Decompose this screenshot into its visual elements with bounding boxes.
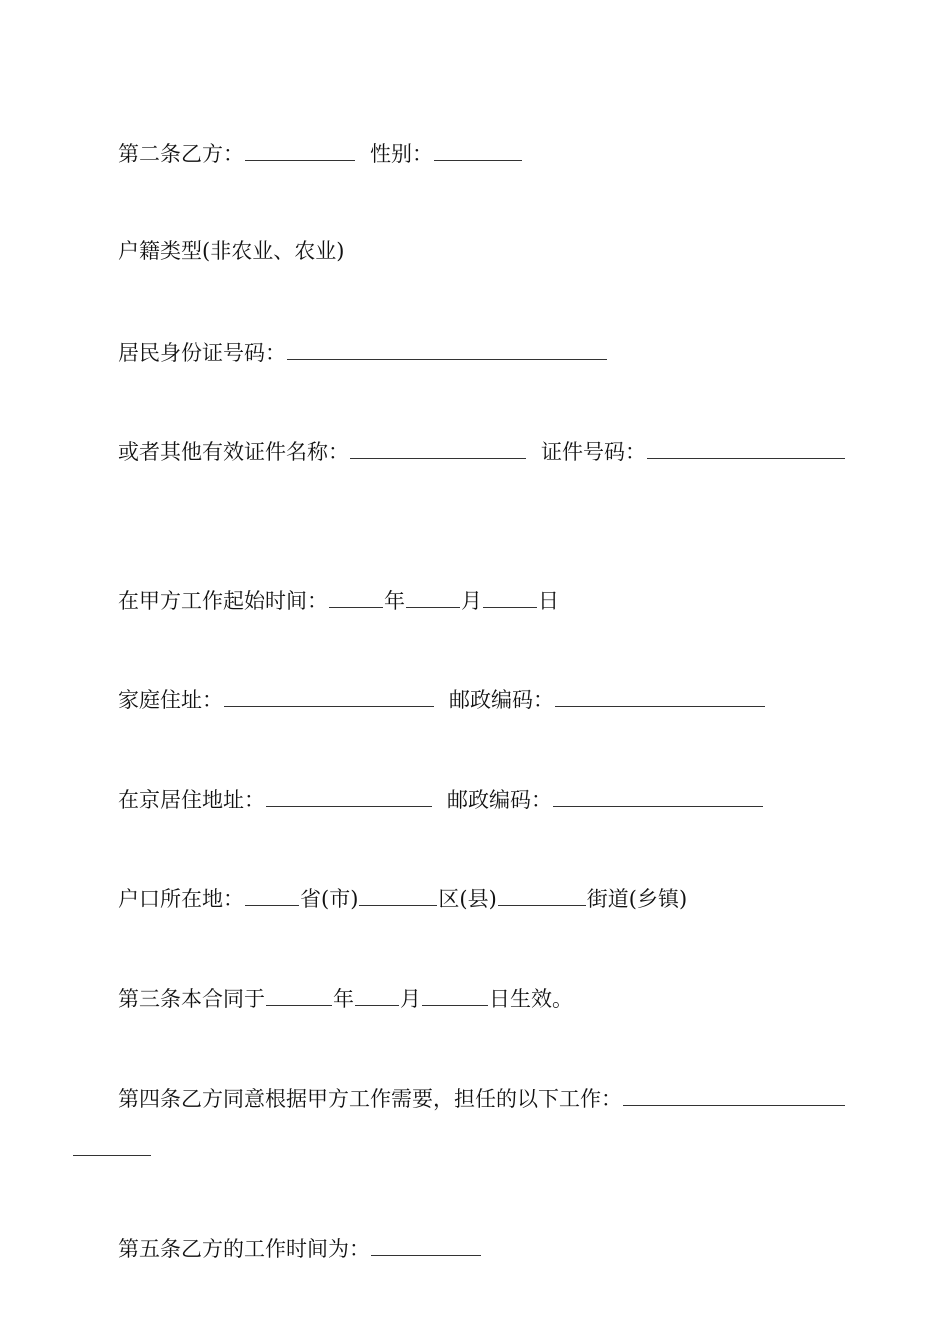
household-type-line [118, 236, 344, 266]
day-label: 日 [538, 589, 559, 613]
working-hours-line [118, 1233, 482, 1264]
id-number-line [118, 337, 608, 368]
start-month-blank[interactable] [406, 585, 460, 608]
other-id-line [118, 436, 846, 467]
beijing-address-blank[interactable] [266, 784, 432, 807]
beijing-postcode-label: 邮政编码： [447, 788, 552, 812]
effective-day-blank[interactable] [422, 983, 488, 1006]
effective-date-line [118, 983, 573, 1014]
start-year-blank[interactable] [329, 585, 383, 608]
effective-year-label: 年 [333, 987, 354, 1011]
district-label: 区(县) [438, 887, 497, 911]
hukou-location-label: 户口所在地： [118, 887, 244, 911]
month-label: 月 [461, 589, 482, 613]
effective-day-label: 日生效。 [489, 987, 573, 1011]
province-blank[interactable] [245, 883, 299, 906]
effective-year-blank[interactable] [266, 983, 332, 1006]
start-date-label: 在甲方工作起始时间： [118, 589, 328, 613]
job-duties-label: 第四条乙方同意根据甲方工作需要，担任的以下工作： [118, 1087, 622, 1111]
effective-month-label: 月 [400, 987, 421, 1011]
province-label: 省(市) [300, 887, 359, 911]
home-postcode-label: 邮政编码： [449, 688, 554, 712]
id-number-blank[interactable] [287, 337, 607, 360]
working-hours-blank[interactable] [371, 1233, 481, 1256]
street-label: 街道(乡镇) [586, 887, 688, 911]
id-no-label: 证件号码： [541, 440, 646, 464]
hukou-location-line [118, 883, 687, 914]
street-blank[interactable] [498, 883, 586, 906]
household-type-label: 户籍类型(非农业、农业) [118, 239, 345, 263]
job-duties-line [118, 1083, 846, 1114]
working-hours-label: 第五条乙方的工作时间为： [118, 1237, 370, 1261]
beijing-address-line [118, 784, 764, 815]
id-no-blank[interactable] [647, 436, 845, 459]
effective-date-label: 第三条本合同于 [118, 987, 265, 1011]
other-id-name-blank[interactable] [350, 436, 526, 459]
district-blank[interactable] [359, 883, 437, 906]
start-date-line [118, 585, 559, 616]
effective-month-blank[interactable] [355, 983, 399, 1006]
start-day-blank[interactable] [483, 585, 537, 608]
party-b-name-gender-line [118, 138, 523, 169]
beijing-postcode-blank[interactable] [553, 784, 763, 807]
other-id-name-label: 或者其他有效证件名称： [118, 440, 349, 464]
home-address-blank[interactable] [224, 684, 434, 707]
party-b-name-blank[interactable] [245, 138, 355, 161]
gender-label: 性别： [370, 142, 433, 166]
home-postcode-blank[interactable] [555, 684, 765, 707]
job-duties-continuation [72, 1133, 152, 1164]
job-duties-blank-continued[interactable] [73, 1133, 151, 1156]
job-duties-blank[interactable] [623, 1083, 845, 1106]
id-number-label: 居民身份证号码： [118, 341, 286, 365]
gender-blank[interactable] [434, 138, 522, 161]
home-address-label: 家庭住址： [118, 688, 223, 712]
party-b-label: 第二条乙方： [118, 142, 244, 166]
beijing-address-label: 在京居住地址： [118, 788, 265, 812]
year-label: 年 [384, 589, 405, 613]
home-address-line [118, 684, 766, 715]
